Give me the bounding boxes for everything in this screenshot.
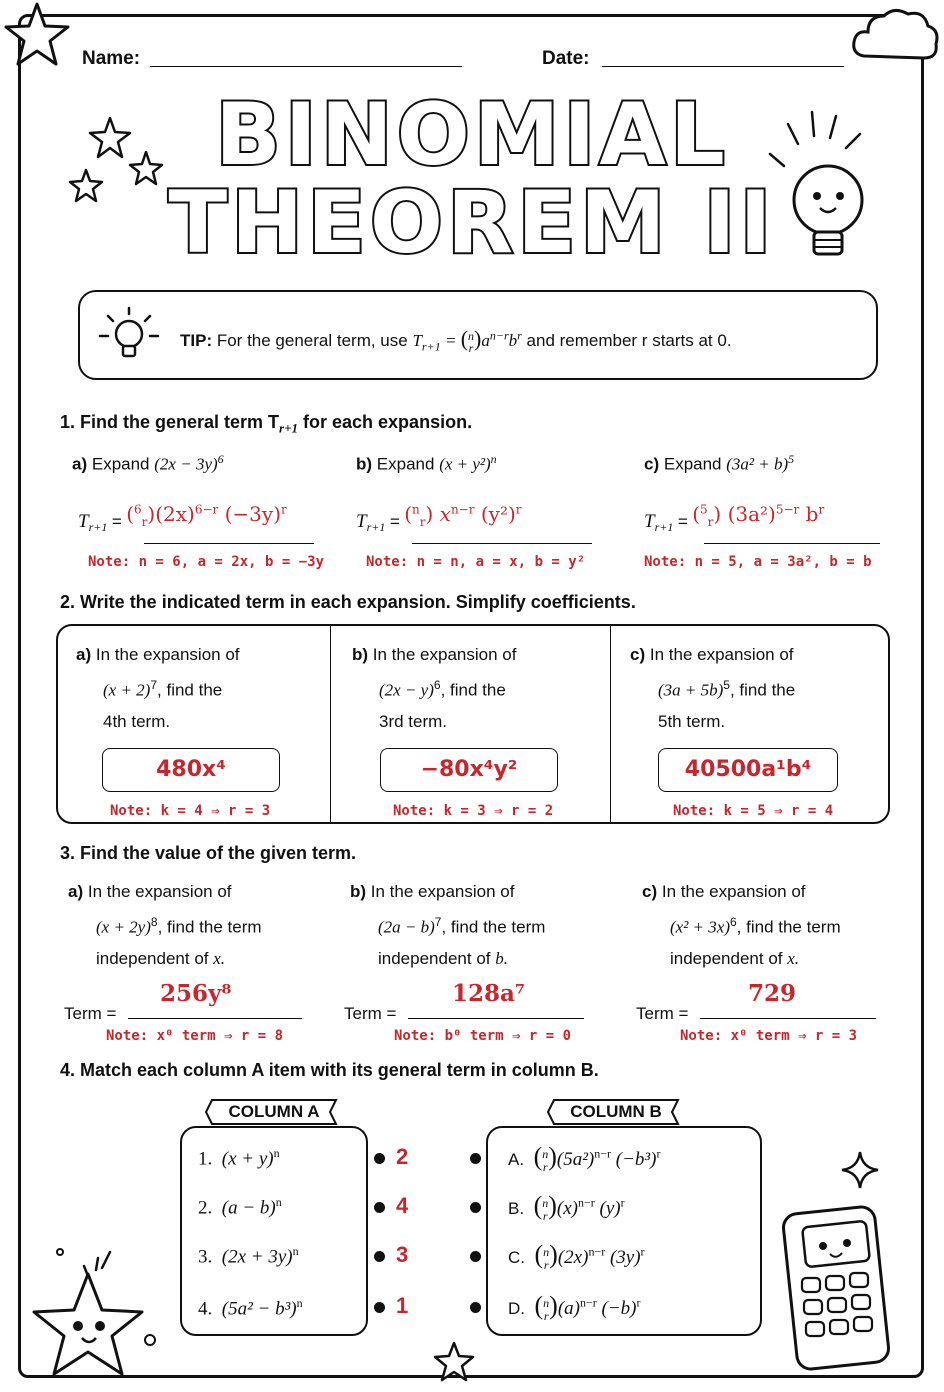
s2-item-c-note: Note: k = 5 ⇒ r = 4 xyxy=(673,803,834,819)
col-b-item-a: A. (n $r)(5a^2)^{n-r}$ $(-b^3)^r$ xyxy=(508,1142,661,1174)
s1-item-c-answer: $T_{r+1} = (^5_r)$ $(3a^2)^{5-r}$ $b^r$ xyxy=(644,502,825,535)
col-a-item-1: 1. $(x + y)^n$ xyxy=(198,1146,280,1170)
col-b-item-b: B. (n $r)(x)^{n-r}$ $(y)^r$ xyxy=(508,1191,625,1223)
s2-item-b-note: Note: k = 3 ⇒ r = 2 xyxy=(393,803,554,819)
col-b-item-d: D. (n $r)(a)^{n-r}$ $(-b)^r$ xyxy=(508,1291,641,1323)
s1-item-c-prompt: c) Expand $(3a^2 + b)^5$ xyxy=(644,452,795,474)
s2-item-b-answer[interactable]: −80x⁴y² xyxy=(380,748,558,792)
name-label: Name: xyxy=(82,48,141,69)
s3-item-c: c) In the expansion of $(x^2 + 3x)^6$, find the term independent of x. xyxy=(642,882,841,968)
s3-item-c-answer: 729 xyxy=(748,980,797,1007)
s3-item-b-note: Note: b⁰ term ⇒ r = 0 xyxy=(394,1028,572,1044)
match-answer-1: 2 xyxy=(396,1144,409,1169)
s1-item-a-note: Note: n = 6, a = 2x, b = −3y xyxy=(88,554,325,570)
s1-item-a-answer: $T_{r+1} = (^6_r)(2x)^{6-r}$ $(-3y)^r$ xyxy=(78,502,287,535)
s2-item-a-answer[interactable]: 480x⁴ xyxy=(102,748,280,792)
column-a-title: COLUMN A xyxy=(228,1102,320,1121)
calculator-icon xyxy=(780,1196,892,1372)
s2-item-a: a) In the expansion of $(x + 2)^7$, find the 4th term. xyxy=(76,645,240,731)
s3-item-c-note: Note: x⁰ term ⇒ r = 3 xyxy=(680,1028,858,1044)
col-b-dot-c[interactable] xyxy=(470,1251,481,1262)
s3-item-c-field[interactable] xyxy=(700,1018,876,1019)
star-icon-bottom xyxy=(432,1340,476,1384)
s3-item-b: b) In the expansion of $(2a - b)^7$, find the term independent of b. xyxy=(350,882,546,968)
col-b-dot-b[interactable] xyxy=(470,1202,481,1213)
s1-item-c-note: Note: n = 5, a = 3a², b = b xyxy=(644,554,872,570)
s3-item-b-answer: 128a⁷ xyxy=(452,980,525,1007)
cloud-icon xyxy=(850,4,942,66)
tip-box xyxy=(78,290,878,380)
s3-item-b-field[interactable] xyxy=(408,1018,584,1019)
col-a-dot-2[interactable] xyxy=(374,1202,385,1213)
name-field[interactable] xyxy=(150,66,462,67)
s2-item-a-note: Note: k = 4 ⇒ r = 3 xyxy=(110,803,271,819)
match-answer-2: 4 xyxy=(396,1193,409,1218)
s3-item-c-term-label: Term = xyxy=(636,1004,689,1023)
stars-icon xyxy=(60,112,170,222)
s3-item-a-field[interactable] xyxy=(128,1018,302,1019)
col-b-dot-a[interactable] xyxy=(470,1153,481,1164)
section3-heading: 3. Find the value of the given term. xyxy=(60,843,357,863)
tip-text: For the general term, use xyxy=(216,331,408,350)
s2-item-c: c) In the expansion of $(3a + 5b)^5$, find the 5th term. xyxy=(630,645,796,731)
section2-heading: 2. Write the indicated term in each expansion. Simplify coefficients. xyxy=(60,592,636,612)
date-label: Date: xyxy=(542,48,590,69)
s1-item-b-prompt: b) Expand $(x + y^2)^n$ xyxy=(356,452,497,474)
s3-item-a: a) In the expansion of $(x + 2y)^8$, find the term independent of x. xyxy=(68,882,262,968)
s1-item-b-note: Note: n = n, a = x, b = y² xyxy=(366,554,586,570)
s3-item-a-answer: 256y⁸ xyxy=(160,980,232,1007)
date-field[interactable] xyxy=(602,66,844,67)
star-mascot-icon xyxy=(26,1208,176,1384)
s1-item-b-answer: $T_{r+1} = (^n_r)$ $x^{n-r}$ $(y^2)^r$ xyxy=(356,502,522,535)
match-answer-4: 1 xyxy=(396,1293,409,1318)
s2-item-b: b) In the expansion of $(2x - y)^6$, find the 3rd term. xyxy=(352,645,517,731)
title-line2: THEOREM II xyxy=(168,173,776,273)
section1-heading: 1. Find the general term $T_{r+1}$ for each expansion. xyxy=(60,412,473,436)
column-b-title: COLUMN B xyxy=(570,1102,662,1121)
col-a-item-2: 2. $(a - b)^n$ xyxy=(198,1195,282,1219)
col-b-dot-d[interactable] xyxy=(470,1302,481,1313)
tip-tail: and remember r starts at 0. xyxy=(526,331,732,350)
s2-item-c-answer[interactable]: 40500a¹b⁴ xyxy=(658,748,838,792)
tip-formula: $T_{r+1} = (n$ $r)a^{n-r}b^r$ xyxy=(412,326,522,356)
title-line1: BINOMIAL xyxy=(215,85,729,185)
col-b-item-c: C. (n $r)(2x)^{n-r}$ $(3y)^r$ xyxy=(508,1240,645,1272)
s3-item-a-note: Note: x⁰ term ⇒ r = 8 xyxy=(106,1028,284,1044)
col-a-dot-4[interactable] xyxy=(374,1302,385,1313)
sparkle-icon xyxy=(838,1148,882,1192)
lightbulb-icon xyxy=(760,104,890,264)
s3-item-b-term-label: Term = xyxy=(344,1004,397,1023)
col-a-item-4: 4. $(5a^2 - b^3)^n$ xyxy=(198,1296,303,1320)
s1-item-a-prompt: a) Expand $(2x - 3y)^6$ xyxy=(72,452,224,474)
match-answer-3: 3 xyxy=(396,1242,409,1267)
col-a-dot-3[interactable] xyxy=(374,1251,385,1262)
section4-heading: 4. Match each column A item with its general term in column B. xyxy=(60,1060,599,1080)
tip-label: TIP: xyxy=(180,331,213,350)
col-a-item-3: 3. $(2x + 3y)^n$ xyxy=(198,1244,299,1268)
s3-item-a-term-label: Term = xyxy=(64,1004,117,1023)
col-a-dot-1[interactable] xyxy=(374,1153,385,1164)
star-icon xyxy=(2,0,72,70)
lightbulb-tip-icon xyxy=(94,304,164,370)
